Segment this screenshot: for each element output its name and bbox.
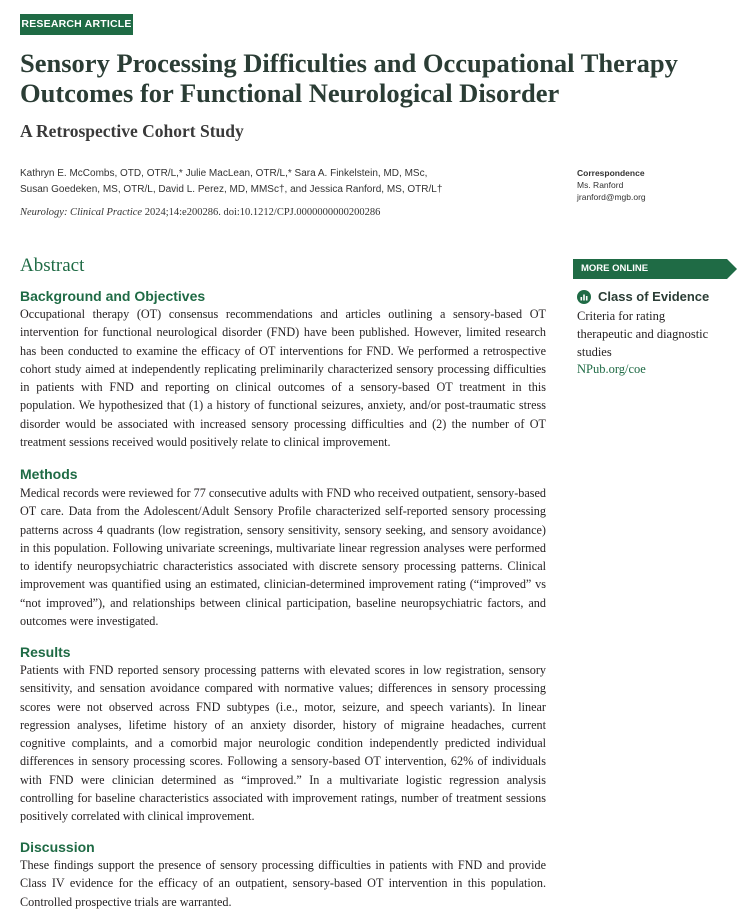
correspondence xyxy=(577,167,737,203)
section-heading-background: Background and Objectives xyxy=(20,288,206,304)
correspondence-name: Ms. Ranford xyxy=(577,180,624,190)
class-of-evidence-title: Class of Evidence xyxy=(598,289,710,304)
section-text-results: Patients with FND reported sensory processing patterns with elevated scores in low registration, sensory sensitivity, and sensation avoidance compared with normative values; differences in sensory processing scores were not observed across FND subtypes (i.e., motor, seizure, and speech variants). In linear regression analyses, lifetime history of an anxiety disorder, history of migraine headaches, current cognitive complaints, and a comorbid major neurologic condition independently predicted individual differences in sensory processing scores. Following a sensory-based OT intervention, 62% of individuals with FND were clinician determined as “improved.” In a multivariate logistic regression analysis controlling for baseline characteristics associated with improvement ratings, number of treatment sessions positively correlated with clinical improvement. xyxy=(20,663,546,823)
article-subtitle: A Retrospective Cohort Study xyxy=(20,121,244,141)
class-of-evidence-link[interactable]: NPub.org/coe xyxy=(577,362,646,376)
citation xyxy=(20,206,540,220)
abstract-heading: Abstract xyxy=(20,255,85,276)
citation-details: 2024;14:e200286. doi:10.1212/CPJ.0000000000200286 xyxy=(144,207,381,218)
correspondence-email[interactable]: jranford@mgb.org xyxy=(577,192,646,202)
author-line: Susan Goedeken, MS, OTR/L, David L. Perez, MD, MMSc†, and Jessica Ranford, MS, OTR/L† xyxy=(20,184,443,195)
journal-name: Neurology: Clinical Practice xyxy=(20,207,143,218)
section-text-background: Occupational therapy (OT) consensus recommendations and articles outlining a sensory-based OT intervention for functional neurological disorder (FND) have been published. However, limited research has been conducted to examine the efficacy of OT interventions for FND. We performed a retrospective cohort study aimed at independently replicating preliminarily characterized sensory processing difficulties in patients with FND and reporting on clinical outcomes of a sensory-based OT treatment in this population. We hypothesized that (1) a history of functional seizures, anxiety, and/or post-traumatic stress disorder would be associated with increased sensory processing difficulties and (2) the number of OT treatment sessions received would positively relate to clinical improvement. xyxy=(20,307,546,449)
class-of-evidence-description: Criteria for rating therapeutic and diagnostic studies xyxy=(577,309,709,359)
bar-chart-icon xyxy=(577,290,591,304)
more-online-banner: MORE ONLINE xyxy=(573,259,727,279)
section-heading-results: Results xyxy=(20,644,71,660)
section-text-methods: Medical records were reviewed for 77 consecutive adults with FND who received outpatient, sensory-based OT care. Data from the Adolescent/Adult Sensory Profile characterized self-reported sensory processing patterns across 4 quadrants (low registration, sensory sensitivity, sensory seeking, and sensory avoidance) in this population. Following univariate screenings, multivariate linear regression analyses were performed to identify neuropsychiatric characteristics associated with discrete sensory processing patterns. Clinical improvement was quantified using an estimated, clinician-determined improvement rating (“improved” vs “not improved”), and relationships between clinical participation, baseline neuropsychiatric factors, and outcomes were investigated. xyxy=(20,486,546,628)
section-heading-methods: Methods xyxy=(20,466,78,482)
author-list xyxy=(20,166,490,198)
banner-arrow-icon xyxy=(727,259,737,279)
correspondence-heading: Correspondence xyxy=(577,168,645,178)
article-title: Sensory Processing Difficulties and Occupational Therapy Outcomes for Functional Neurological Disorder xyxy=(20,48,678,108)
author-line: Kathryn E. McCombs, OTD, OTR/L,* Julie MacLean, OTR/L,* Sara A. Finkelstein, MD, MSc, xyxy=(20,168,428,179)
section-text-discussion: These findings support the presence of sensory processing difficulties in patients with FND and provide Class IV evidence for the efficacy of an outpatient, sensory-based OT intervention in this population. Controlled prospective trials are warranted. xyxy=(20,858,546,909)
section-heading-discussion: Discussion xyxy=(20,839,95,855)
article-type-badge: RESEARCH ARTICLE xyxy=(20,14,133,35)
